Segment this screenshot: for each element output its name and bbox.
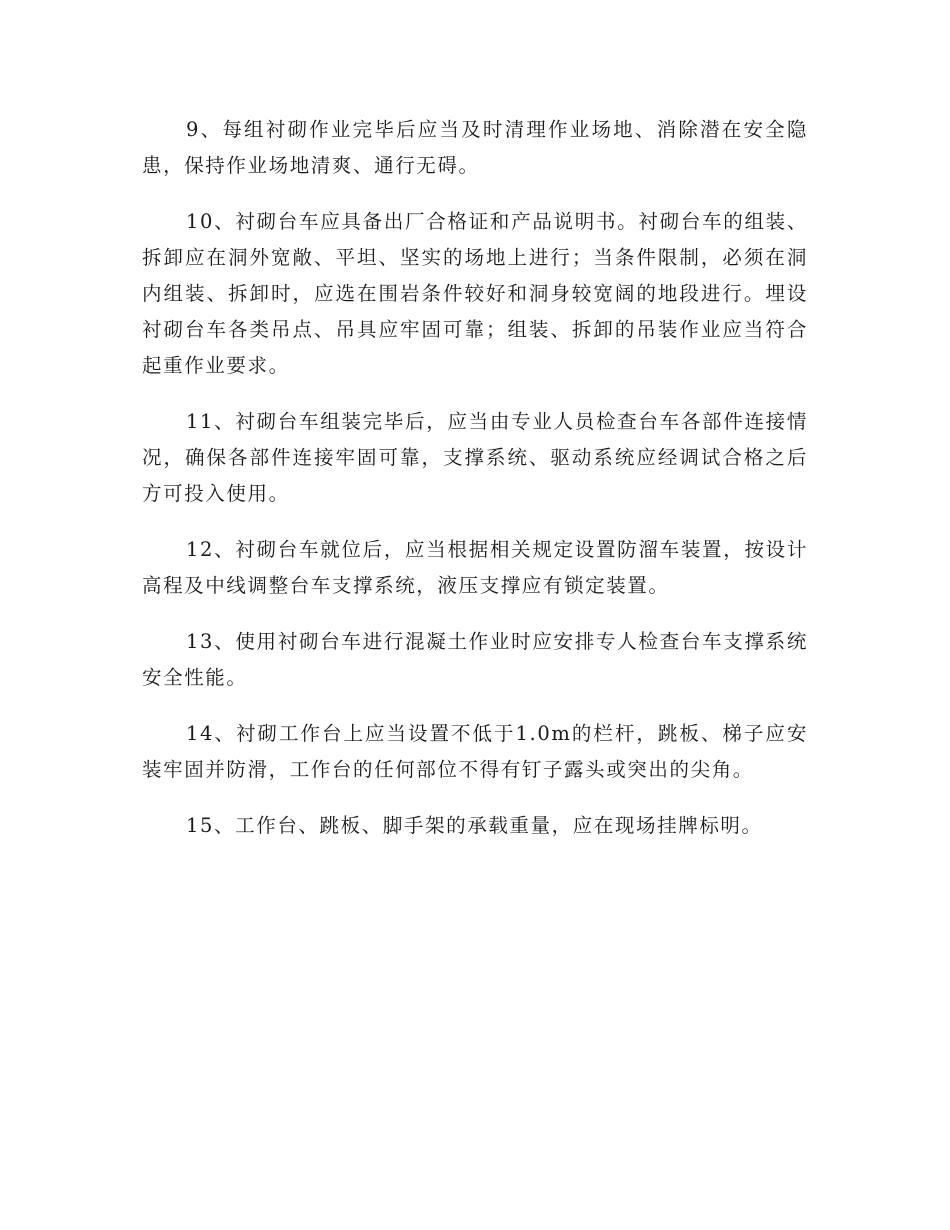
paragraph-item-9: 9、每组衬砌作业完毕后应当及时清理作业场地、消除潜在安全隐患，保持作业场地清爽、通行无碍。	[142, 118, 808, 177]
paragraph-item-12: 12、衬砌台车就位后，应当根据相关规定设置防溜车装置，按设计高程及中线调整台车支撑系统，液压支撑应有锁定装置。	[142, 538, 808, 597]
paragraph-item-13: 13、使用衬砌台车进行混凝土作业时应安排专人检查台车支撑系统安全性能。	[142, 630, 808, 689]
document-body	[142, 112, 808, 864]
paragraph-item-14: 14、衬砌工作台上应当设置不低于1.0m的栏杆，跳板、梯子应安装牢固并防滑，工作台的任何部位不得有钉子露头或突出的尖角。	[142, 722, 808, 781]
paragraph-item-15: 15、工作台、跳板、脚手架的承载重量，应在现场挂牌标明。	[186, 814, 763, 837]
paragraph-item-10: 10、衬砌台车应具备出厂合格证和产品说明书。衬砌台车的组装、拆卸应在洞外宽敞、平坦、坚实的场地上进行；当条件限制，必须在洞内组装、拆卸时，应选在围岩条件较好和洞身较宽阔的地段进行。埋设衬砌台车各类吊点、吊具应牢固可靠；组装、拆卸的吊装作业应当符合起重作业要求。	[142, 210, 808, 377]
paragraph-item-11: 11、衬砌台车组装完毕后，应当由专业人员检查台车各部件连接情况，确保各部件连接牢固可靠，支撑系统、驱动系统应经调试合格之后方可投入使用。	[142, 410, 808, 505]
